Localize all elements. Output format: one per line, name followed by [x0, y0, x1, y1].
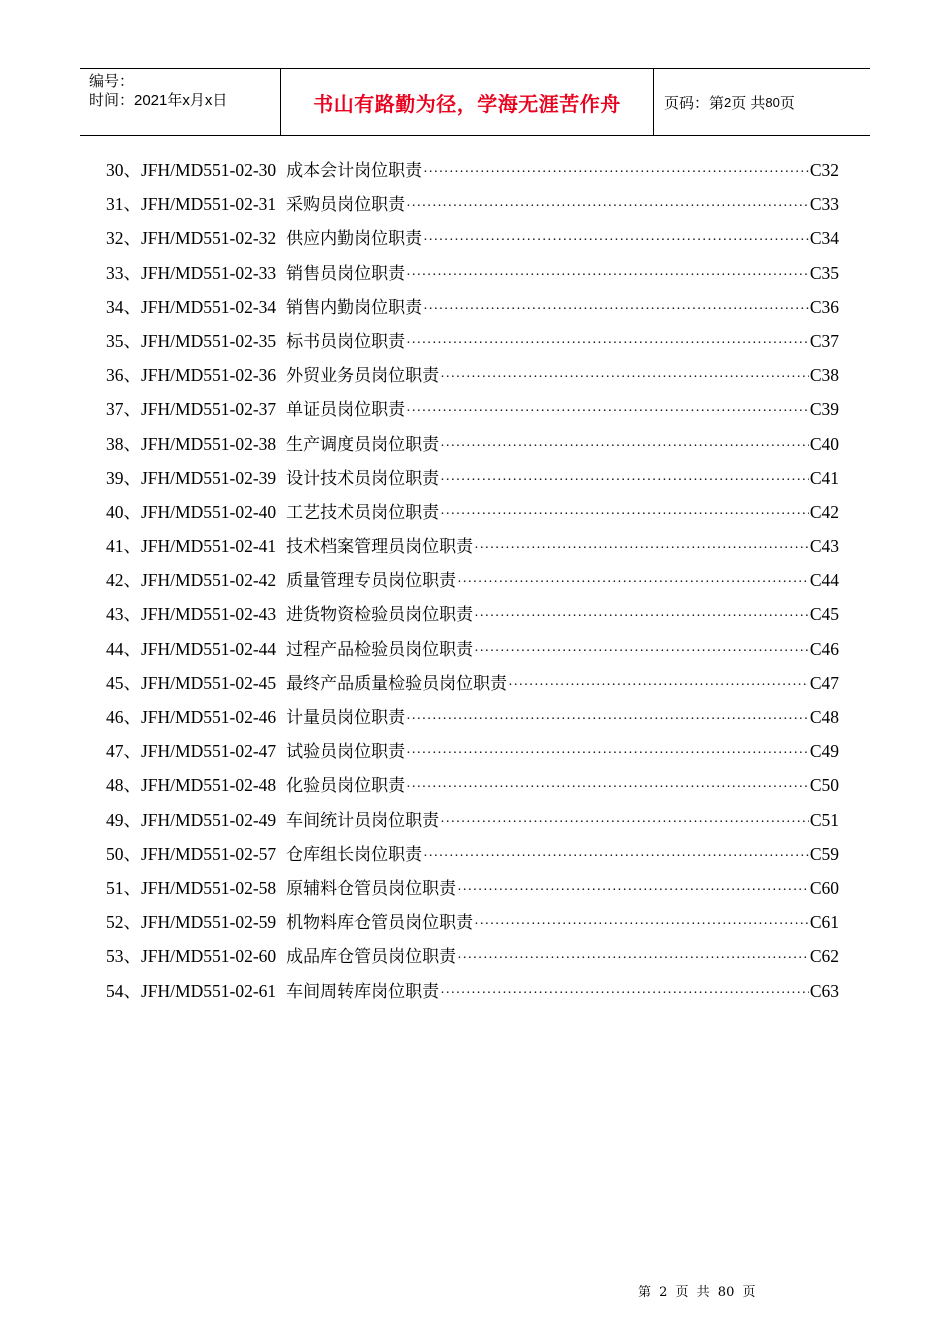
toc-dot-leader — [440, 473, 809, 489]
toc-entry-code: 36、JFH/MD551-02-36 — [106, 365, 277, 386]
toc-dot-leader — [406, 336, 809, 352]
toc-entry-title: 进货物资检验员岗位职责 — [286, 605, 474, 626]
toc-dot-leader — [440, 507, 809, 523]
page-prefix: 页码：第 — [664, 94, 725, 112]
toc-entry-code: 50、JFH/MD551-02-57 — [106, 843, 277, 864]
header-page-info — [654, 69, 870, 135]
toc-entry-title: 成品库仓管员岗位职责 — [286, 947, 457, 968]
toc-entry-title: 质量管理专员岗位职责 — [286, 571, 457, 592]
toc-entry-title: 成本会计岗位职责 — [286, 161, 423, 181]
toc-entry[interactable] — [106, 874, 839, 908]
header-meta — [80, 69, 281, 135]
toc-entry-title: 设计技术员岗位职责 — [286, 468, 440, 489]
toc-entry-title: 原辅料仓管员岗位职责 — [286, 878, 457, 899]
toc-entry-code: 44、JFH/MD551-02-44 — [106, 638, 277, 659]
toc-entry-page: C38 — [809, 365, 839, 386]
toc-dot-leader — [440, 815, 809, 831]
toc-entry-code: 51、JFH/MD551-02-58 — [106, 877, 277, 898]
toc-entry-code: 52、JFH/MD551-02-59 — [106, 912, 277, 933]
toc-entry[interactable] — [106, 395, 839, 429]
toc-dot-leader — [508, 678, 809, 694]
toc-entry[interactable] — [106, 840, 839, 874]
toc-entry-title: 仓库组长岗位职责 — [286, 844, 423, 865]
toc-entry-code: 41、JFH/MD551-02-41 — [106, 536, 277, 557]
toc-entry-code: 54、JFH/MD551-02-61 — [106, 980, 277, 1001]
toc-entry-code: 43、JFH/MD551-02-43 — [106, 604, 277, 625]
toc-entry[interactable] — [106, 600, 839, 634]
toc-entry-title: 过程产品检验员岗位职责 — [286, 639, 474, 660]
toc-entry-code: 32、JFH/MD551-02-32 — [106, 228, 277, 249]
toc-dot-leader — [406, 199, 809, 215]
toc-entry-title: 计量员岗位职责 — [286, 708, 406, 728]
toc-entry-title: 技术档案管理员岗位职责 — [286, 537, 474, 558]
toc-entry-title: 供应内勤岗位职责 — [286, 229, 423, 250]
toc-dot-leader — [406, 268, 809, 284]
toc-entry-page: C39 — [809, 399, 839, 420]
toc-entry-title: 外贸业务员岗位职责 — [286, 366, 440, 387]
toc-entry-page: C46 — [809, 638, 839, 659]
toc-entry[interactable] — [106, 259, 839, 293]
toc-dot-leader — [423, 302, 809, 318]
toc-entry-page: C60 — [809, 877, 839, 898]
toc-entry-page: C47 — [809, 672, 839, 693]
toc-entry-page: C44 — [809, 570, 839, 591]
toc-entry-page: C32 — [809, 160, 839, 180]
toc-entry[interactable] — [106, 771, 839, 805]
time-label: 时间：2021年x月x日 — [89, 92, 228, 109]
toc-entry-code: 35、JFH/MD551-02-35 — [106, 330, 277, 351]
toc-entry[interactable] — [106, 224, 839, 258]
toc-entry-code: 45、JFH/MD551-02-45 — [106, 672, 277, 693]
toc-dot-leader — [457, 951, 809, 967]
toc-entry-code: 30、JFH/MD551-02-30 — [106, 160, 277, 180]
toc-entry-code: 49、JFH/MD551-02-49 — [106, 809, 277, 830]
toc-entry[interactable] — [106, 908, 839, 942]
toc-entry-page: C51 — [809, 809, 839, 830]
toc-entry-title: 最终产品质量检验员岗位职责 — [286, 673, 508, 694]
toc-entry-title: 化验员岗位职责 — [286, 776, 406, 797]
page-mid: 页 共 — [731, 94, 766, 112]
toc-entry[interactable] — [106, 942, 839, 976]
doc-number-label: 编号： — [89, 73, 135, 90]
table-of-contents — [106, 156, 839, 1011]
toc-entry-code: 40、JFH/MD551-02-40 — [106, 501, 277, 522]
toc-entry[interactable] — [106, 327, 839, 361]
toc-entry[interactable] — [106, 430, 839, 464]
toc-entry-page: C37 — [809, 330, 839, 351]
toc-dot-leader — [474, 917, 809, 933]
toc-entry-page: C42 — [809, 501, 839, 522]
toc-entry-code: 38、JFH/MD551-02-38 — [106, 433, 277, 454]
toc-dot-leader — [457, 883, 809, 899]
toc-entry[interactable] — [106, 532, 839, 566]
toc-entry-code: 31、JFH/MD551-02-31 — [106, 194, 277, 215]
toc-entry-code: 42、JFH/MD551-02-42 — [106, 570, 277, 591]
toc-entry-title: 工艺技术员岗位职责 — [286, 502, 440, 523]
toc-entry-code: 47、JFH/MD551-02-47 — [106, 741, 277, 762]
toc-entry-title: 车间统计员岗位职责 — [286, 810, 440, 831]
toc-entry[interactable] — [106, 156, 839, 190]
toc-entry-page: C33 — [809, 194, 839, 215]
toc-entry[interactable] — [106, 977, 839, 1011]
toc-entry-page: C49 — [809, 741, 839, 762]
page-total: 80 — [765, 94, 780, 110]
toc-entry-page: C35 — [809, 262, 839, 283]
toc-entry[interactable] — [106, 806, 839, 840]
toc-entry-page: C43 — [809, 536, 839, 557]
toc-entry[interactable] — [106, 293, 839, 327]
toc-entry-title: 车间周转库岗位职责 — [286, 981, 440, 1002]
toc-dot-leader — [406, 404, 809, 420]
toc-dot-leader — [474, 609, 809, 625]
page-footer: 第 2 页 共 80 页 — [638, 1285, 756, 1300]
toc-entry[interactable] — [106, 737, 839, 771]
toc-dot-leader — [474, 644, 809, 660]
toc-entry-title: 机物料库仓管员岗位职责 — [286, 913, 474, 934]
toc-entry-title: 采购员岗位职责 — [286, 195, 406, 216]
toc-entry-page: C50 — [809, 775, 839, 796]
toc-entry-code: 53、JFH/MD551-02-60 — [106, 946, 277, 967]
toc-entry[interactable] — [106, 190, 839, 224]
toc-entry-page: C45 — [809, 604, 839, 625]
toc-entry-page: C41 — [809, 467, 839, 488]
toc-entry[interactable] — [106, 498, 839, 532]
page-suffix: 页 — [779, 94, 795, 112]
toc-entry-page: C63 — [809, 980, 839, 1001]
toc-entry-code: 48、JFH/MD551-02-48 — [106, 775, 277, 796]
toc-entry[interactable] — [106, 566, 839, 600]
toc-entry[interactable] — [106, 669, 839, 703]
toc-dot-leader — [440, 370, 809, 386]
toc-entry-title: 标书员岗位职责 — [286, 331, 406, 352]
page-header — [80, 68, 870, 136]
toc-entry-page: C36 — [809, 296, 839, 317]
toc-entry-title: 生产调度员岗位职责 — [286, 434, 440, 455]
toc-entry[interactable] — [106, 635, 839, 669]
toc-entry-code: 34、JFH/MD551-02-34 — [106, 296, 277, 317]
toc-dot-leader — [440, 439, 809, 455]
toc-dot-leader — [423, 165, 809, 181]
toc-entry-page: C40 — [809, 433, 839, 454]
toc-entry[interactable] — [106, 464, 839, 498]
toc-dot-leader — [406, 712, 809, 728]
toc-entry-code: 39、JFH/MD551-02-39 — [106, 467, 277, 488]
toc-dot-leader — [457, 575, 809, 591]
toc-dot-leader — [474, 541, 809, 557]
page-current: 2 — [724, 94, 732, 110]
toc-dot-leader — [440, 986, 809, 1002]
toc-entry-page: C62 — [809, 946, 839, 967]
toc-dot-leader — [423, 849, 809, 865]
toc-entry-page: C48 — [809, 707, 839, 727]
toc-dot-leader — [423, 233, 809, 249]
toc-dot-leader — [406, 746, 809, 762]
toc-dot-leader — [406, 780, 809, 796]
header-motto: 书山有路勤为径，学海无涯苦作舟 — [281, 69, 654, 135]
toc-entry-code: 46、JFH/MD551-02-46 — [106, 707, 277, 727]
toc-entry-code: 33、JFH/MD551-02-33 — [106, 262, 277, 283]
toc-entry-code: 37、JFH/MD551-02-37 — [106, 399, 277, 420]
toc-entry-title: 销售员岗位职责 — [286, 263, 406, 284]
toc-entry-title: 试验员岗位职责 — [286, 742, 406, 763]
toc-entry-page: C61 — [809, 912, 839, 933]
toc-entry-page: C59 — [809, 843, 839, 864]
toc-entry[interactable] — [106, 703, 839, 737]
toc-entry-title: 单证员岗位职责 — [286, 400, 406, 421]
toc-entry[interactable] — [106, 361, 839, 395]
toc-entry-title: 销售内勤岗位职责 — [286, 297, 423, 318]
toc-entry-page: C34 — [809, 228, 839, 249]
